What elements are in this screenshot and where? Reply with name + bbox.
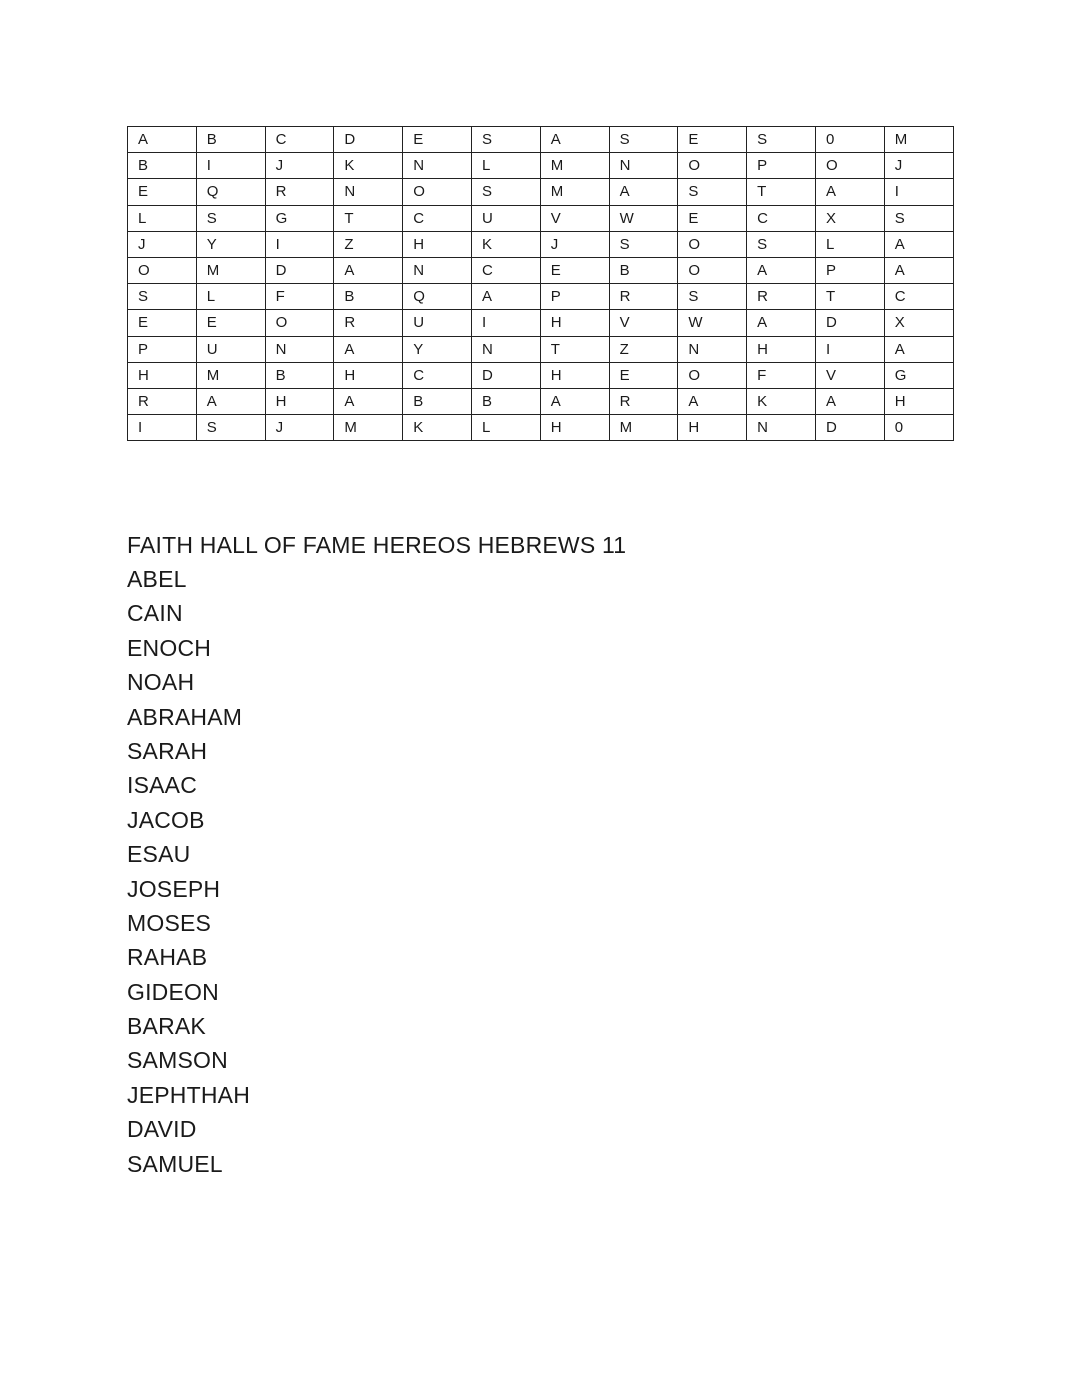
grid-cell: A <box>747 257 816 283</box>
grid-cell: H <box>265 388 334 414</box>
grid-cell: D <box>265 257 334 283</box>
grid-cell: A <box>334 257 403 283</box>
grid-cell: M <box>334 415 403 441</box>
grid-cell: N <box>403 257 472 283</box>
word-list-item: ESAU <box>127 841 191 868</box>
grid-cell: R <box>609 284 678 310</box>
grid-cell: B <box>471 388 540 414</box>
grid-cell: H <box>884 388 953 414</box>
grid-cell: T <box>815 284 884 310</box>
grid-cell: Z <box>609 336 678 362</box>
grid-cell: R <box>265 179 334 205</box>
grid-cell: R <box>128 388 197 414</box>
grid-cell: Z <box>334 231 403 257</box>
grid-cell: S <box>609 127 678 153</box>
grid-cell: A <box>747 310 816 336</box>
word-list-item: ABEL <box>127 566 187 592</box>
grid-cell: B <box>128 153 197 179</box>
grid-cell: S <box>678 179 747 205</box>
word-list-item: RAHAB <box>127 944 208 971</box>
grid-cell: H <box>678 415 747 441</box>
word-list-item: SARAH <box>127 737 208 764</box>
grid-row <box>128 310 954 336</box>
grid-cell: F <box>265 284 334 310</box>
grid-cell: U <box>196 336 265 362</box>
grid-cell: I <box>815 336 884 362</box>
grid-row <box>128 362 954 388</box>
grid-cell: B <box>265 362 334 388</box>
word-list-item: DAVID <box>127 1116 197 1143</box>
grid-row <box>128 179 954 205</box>
grid-row <box>128 205 954 231</box>
grid-cell: P <box>747 153 816 179</box>
grid-cell: D <box>471 362 540 388</box>
word-list-item: NOAH <box>127 669 195 696</box>
grid-row <box>128 231 954 257</box>
grid-cell: T <box>747 179 816 205</box>
grid-cell: X <box>815 205 884 231</box>
grid-cell: O <box>128 257 197 283</box>
grid-cell: D <box>334 127 403 153</box>
grid-cell: L <box>196 284 265 310</box>
grid-cell: J <box>265 153 334 179</box>
grid-cell: S <box>678 284 747 310</box>
grid-cell: A <box>815 388 884 414</box>
grid-cell: O <box>265 310 334 336</box>
grid-cell: J <box>884 153 953 179</box>
grid-cell: E <box>540 257 609 283</box>
word-list-item: ENOCH <box>127 634 212 661</box>
grid-cell: E <box>678 127 747 153</box>
word-list-item: ISAAC <box>127 772 198 799</box>
grid-cell: W <box>609 205 678 231</box>
grid-cell: I <box>196 153 265 179</box>
grid-cell: 0 <box>815 127 884 153</box>
grid-cell: A <box>128 127 197 153</box>
grid-cell: I <box>265 231 334 257</box>
grid-cell: V <box>540 205 609 231</box>
grid-cell: O <box>403 179 472 205</box>
grid-cell: D <box>815 310 884 336</box>
grid-cell: A <box>471 284 540 310</box>
grid-cell: Y <box>196 231 265 257</box>
grid-cell: S <box>471 127 540 153</box>
word-list-item: JOSEPH <box>127 875 221 902</box>
grid-cell: H <box>540 362 609 388</box>
grid-cell: M <box>196 257 265 283</box>
word-list-title: FAITH HALL OF FAME HEREOS HEBREWS 11 <box>127 532 627 558</box>
grid-cell: A <box>334 336 403 362</box>
grid-cell: N <box>403 153 472 179</box>
grid-cell: A <box>884 257 953 283</box>
grid-cell: Y <box>403 336 472 362</box>
grid-cell: 0 <box>884 415 953 441</box>
grid-cell: A <box>609 179 678 205</box>
word-list-item: SAMSON <box>127 1047 228 1074</box>
grid-cell: Q <box>196 179 265 205</box>
grid-row <box>128 127 954 153</box>
grid-cell: H <box>540 310 609 336</box>
grid-cell: O <box>678 153 747 179</box>
grid-cell: M <box>540 153 609 179</box>
grid-row <box>128 153 954 179</box>
grid-cell: J <box>128 231 197 257</box>
grid-row <box>128 284 954 310</box>
grid-cell: M <box>884 127 953 153</box>
grid-cell: C <box>471 257 540 283</box>
grid-cell: O <box>815 153 884 179</box>
grid-cell: K <box>471 231 540 257</box>
grid-cell: N <box>471 336 540 362</box>
grid-cell: O <box>678 257 747 283</box>
grid-cell: P <box>540 284 609 310</box>
grid-cell: S <box>471 179 540 205</box>
grid-cell: P <box>128 336 197 362</box>
grid-cell: C <box>884 284 953 310</box>
grid-cell: J <box>265 415 334 441</box>
grid-row <box>128 336 954 362</box>
grid-cell: U <box>403 310 472 336</box>
grid-cell: A <box>815 179 884 205</box>
grid-cell: M <box>196 362 265 388</box>
word-list-item: JEPHTHAH <box>127 1081 251 1108</box>
grid-cell: A <box>884 231 953 257</box>
grid-cell: A <box>678 388 747 414</box>
word-search-grid-body <box>128 127 954 441</box>
grid-cell: F <box>747 362 816 388</box>
grid-cell: S <box>609 231 678 257</box>
grid-cell: N <box>334 179 403 205</box>
word-search-grid <box>127 126 954 441</box>
grid-cell: N <box>747 415 816 441</box>
grid-cell: M <box>609 415 678 441</box>
grid-cell: S <box>196 205 265 231</box>
grid-cell: E <box>403 127 472 153</box>
grid-cell: C <box>265 127 334 153</box>
grid-cell: N <box>678 336 747 362</box>
grid-cell: I <box>128 415 197 441</box>
grid-cell: I <box>884 179 953 205</box>
grid-cell: C <box>747 205 816 231</box>
grid-cell: H <box>747 336 816 362</box>
grid-cell: L <box>471 415 540 441</box>
grid-cell: S <box>747 231 816 257</box>
grid-cell: V <box>815 362 884 388</box>
grid-cell: Q <box>403 284 472 310</box>
grid-cell: A <box>540 127 609 153</box>
grid-cell: N <box>609 153 678 179</box>
grid-cell: G <box>884 362 953 388</box>
grid-cell: B <box>609 257 678 283</box>
grid-cell: O <box>678 231 747 257</box>
grid-cell: S <box>196 415 265 441</box>
grid-cell: H <box>403 231 472 257</box>
grid-cell: B <box>196 127 265 153</box>
grid-cell: L <box>128 205 197 231</box>
grid-cell: A <box>540 388 609 414</box>
grid-cell: K <box>747 388 816 414</box>
word-list-item: ABRAHAM <box>127 703 243 730</box>
grid-cell: R <box>334 310 403 336</box>
grid-cell: K <box>403 415 472 441</box>
word-list-item: GIDEON <box>127 978 219 1005</box>
word-list-item: JACOB <box>127 806 205 833</box>
grid-cell: U <box>471 205 540 231</box>
grid-cell: E <box>678 205 747 231</box>
grid-cell: B <box>334 284 403 310</box>
grid-cell: D <box>815 415 884 441</box>
grid-cell: L <box>471 153 540 179</box>
word-list-item: BARAK <box>127 1013 206 1040</box>
grid-cell: A <box>196 388 265 414</box>
grid-cell: V <box>609 310 678 336</box>
grid-cell: C <box>403 205 472 231</box>
grid-cell: S <box>884 205 953 231</box>
grid-cell: R <box>609 388 678 414</box>
grid-row <box>128 257 954 283</box>
grid-cell: E <box>196 310 265 336</box>
grid-cell: S <box>128 284 197 310</box>
grid-cell: J <box>540 231 609 257</box>
grid-cell: T <box>334 205 403 231</box>
grid-cell: M <box>540 179 609 205</box>
grid-cell: S <box>747 127 816 153</box>
grid-cell: A <box>884 336 953 362</box>
grid-cell: R <box>747 284 816 310</box>
grid-cell: H <box>128 362 197 388</box>
word-list-item: MOSES <box>127 909 212 936</box>
word-list <box>127 564 250 1183</box>
grid-cell: G <box>265 205 334 231</box>
grid-cell: O <box>678 362 747 388</box>
grid-cell: C <box>403 362 472 388</box>
grid-cell: X <box>884 310 953 336</box>
grid-cell: W <box>678 310 747 336</box>
grid-cell: E <box>128 310 197 336</box>
word-list-item: CAIN <box>127 600 183 627</box>
grid-cell: E <box>128 179 197 205</box>
grid-cell: N <box>265 336 334 362</box>
grid-cell: K <box>334 153 403 179</box>
grid-row <box>128 415 954 441</box>
grid-cell: E <box>609 362 678 388</box>
grid-cell: H <box>334 362 403 388</box>
grid-cell: I <box>471 310 540 336</box>
word-list-item: SAMUEL <box>127 1150 223 1177</box>
grid-cell: L <box>815 231 884 257</box>
grid-cell: B <box>403 388 472 414</box>
grid-cell: T <box>540 336 609 362</box>
grid-cell: A <box>334 388 403 414</box>
grid-cell: H <box>540 415 609 441</box>
grid-row <box>128 388 954 414</box>
grid-cell: P <box>815 257 884 283</box>
